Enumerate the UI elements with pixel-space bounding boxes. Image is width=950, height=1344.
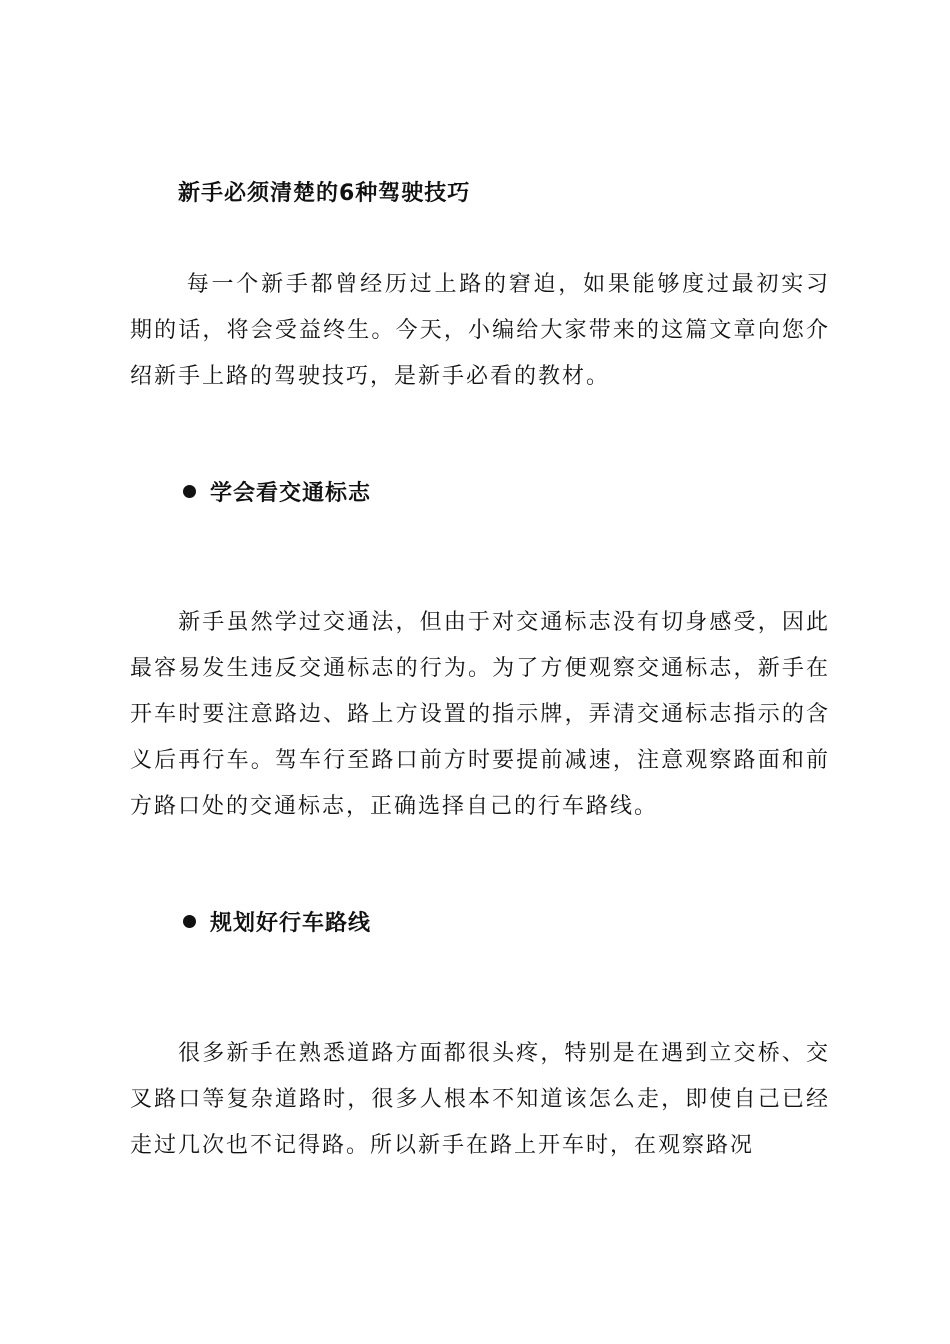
intro-text: 每一个新手都曾经历过上路的窘迫，如果能够度过最初实习期的话，将会受益终生。今天，小编给大家带来的这篇文章向您介绍新手上路的驾驶技巧，是新手必看的教材。	[130, 272, 830, 389]
section-paragraph-route-planning	[130, 1031, 830, 1169]
section-body-text: 新手虽然学过交通法，但由于对交通标志没有切身感受，因此最容易发生违反交通标志的行为。为了方便观察交通标志，新手在开车时要注意路边、路上方设置的指示牌，弄清交通标志指示的含义后再行车。驾车行至路口前方时要提前减速，注意观察路面和前方路口处的交通标志，正确选择自己的行车路线。	[130, 610, 830, 819]
section-heading-route-planning	[183, 906, 371, 937]
section-heading-text: 规划好行车路线	[210, 911, 372, 936]
bullet-icon	[183, 915, 196, 928]
section-body-text: 很多新手在熟悉道路方面都很头疼，特别是在遇到立交桥、交叉路口等复杂道路时，很多人根本不知道该怎么走，即使自己已经走过几次也不记得路。所以新手在路上开车时，在观察路况	[130, 1041, 830, 1158]
section-heading-traffic-signs	[183, 476, 371, 507]
document-title: 新手必须清楚的6种驾驶技巧	[178, 181, 471, 206]
section-heading-text: 学会看交通标志	[210, 481, 372, 506]
bullet-icon	[183, 485, 196, 498]
intro-paragraph	[130, 262, 830, 400]
section-paragraph-traffic-signs	[130, 600, 830, 830]
